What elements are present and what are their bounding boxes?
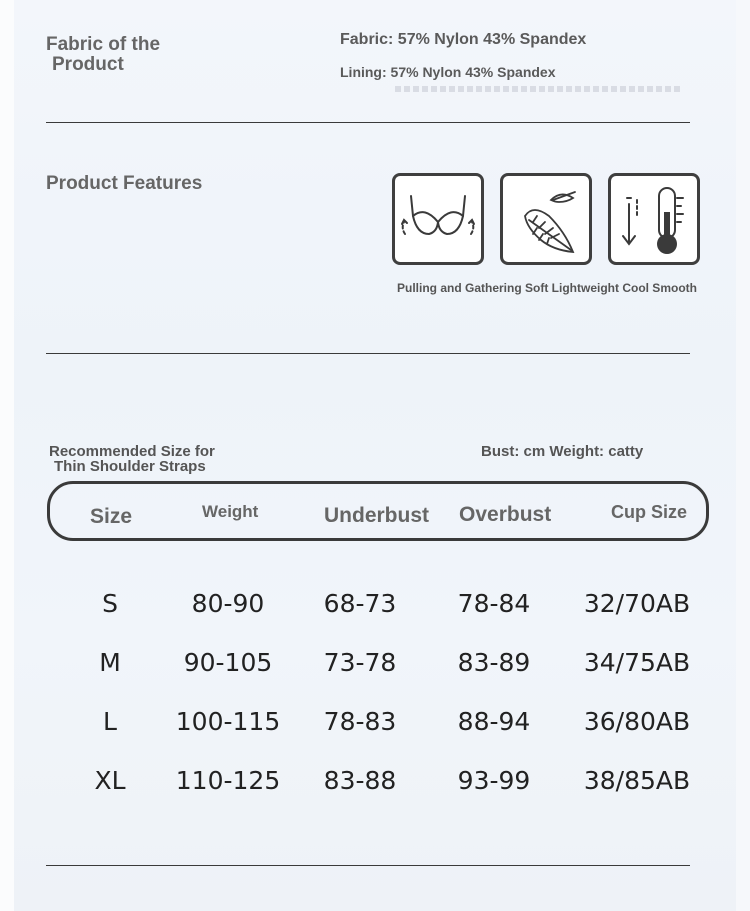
divider-3 (46, 865, 690, 866)
cell-underbust: 78-83 (323, 707, 397, 736)
cell-size: S (102, 589, 118, 618)
fabric-title-line1: Fabric of the (46, 34, 161, 55)
header-overbust: Overbust (459, 503, 552, 526)
divider-2 (46, 353, 690, 354)
table-row (0, 707, 750, 747)
features-caption: Pulling and Gathering Soft Lightweight Cool Smooth (397, 281, 697, 295)
fabric-composition: Fabric: 57% Nylon 43% Spandex (340, 31, 587, 48)
cell-size: XL (94, 766, 126, 795)
cell-overbust: 78-84 (457, 589, 531, 618)
table-row (0, 589, 750, 629)
cell-cup-size: 34/75AB (583, 648, 691, 677)
cell-size: L (103, 707, 117, 736)
cell-overbust: 93-99 (457, 766, 531, 795)
header-underbust: Underbust (324, 504, 429, 527)
table-row (0, 766, 750, 806)
cell-weight: 80-90 (191, 589, 265, 618)
fabric-title-line2: Product (52, 54, 124, 75)
size-note-line1: Recommended Size for (49, 443, 215, 460)
cell-cup-size: 38/85AB (583, 766, 691, 795)
lining-composition: Lining: 57% Nylon 43% Spandex (340, 64, 556, 80)
bra-lift-icon (392, 173, 484, 265)
size-recommendation-note (49, 444, 215, 474)
thermometer-cool-icon (608, 173, 700, 265)
cell-cup-size: 32/70AB (583, 589, 691, 618)
cell-underbust: 68-73 (323, 589, 397, 618)
cell-cup-size: 36/80AB (583, 707, 691, 736)
cell-underbust: 73-78 (323, 648, 397, 677)
feather-icon (500, 173, 592, 265)
cell-weight: 110-125 (175, 766, 281, 795)
table-row (0, 648, 750, 688)
cell-weight: 100-115 (175, 707, 281, 736)
cell-size: M (99, 648, 121, 677)
header-cup-size: Cup Size (611, 502, 688, 522)
cell-weight: 90-105 (183, 648, 273, 677)
fabric-title (46, 35, 160, 75)
cell-overbust: 88-94 (457, 707, 531, 736)
features-title: Product Features (46, 173, 203, 194)
cell-overbust: 83-89 (457, 648, 531, 677)
header-size: Size (90, 505, 133, 528)
size-note-line2: Thin Shoulder Straps (54, 458, 206, 475)
divider-1 (46, 122, 690, 123)
units-note: Bust: cm Weight: catty (481, 443, 644, 460)
header-weight: Weight (202, 502, 259, 521)
cell-underbust: 83-88 (323, 766, 397, 795)
faded-text-strip (395, 86, 680, 92)
